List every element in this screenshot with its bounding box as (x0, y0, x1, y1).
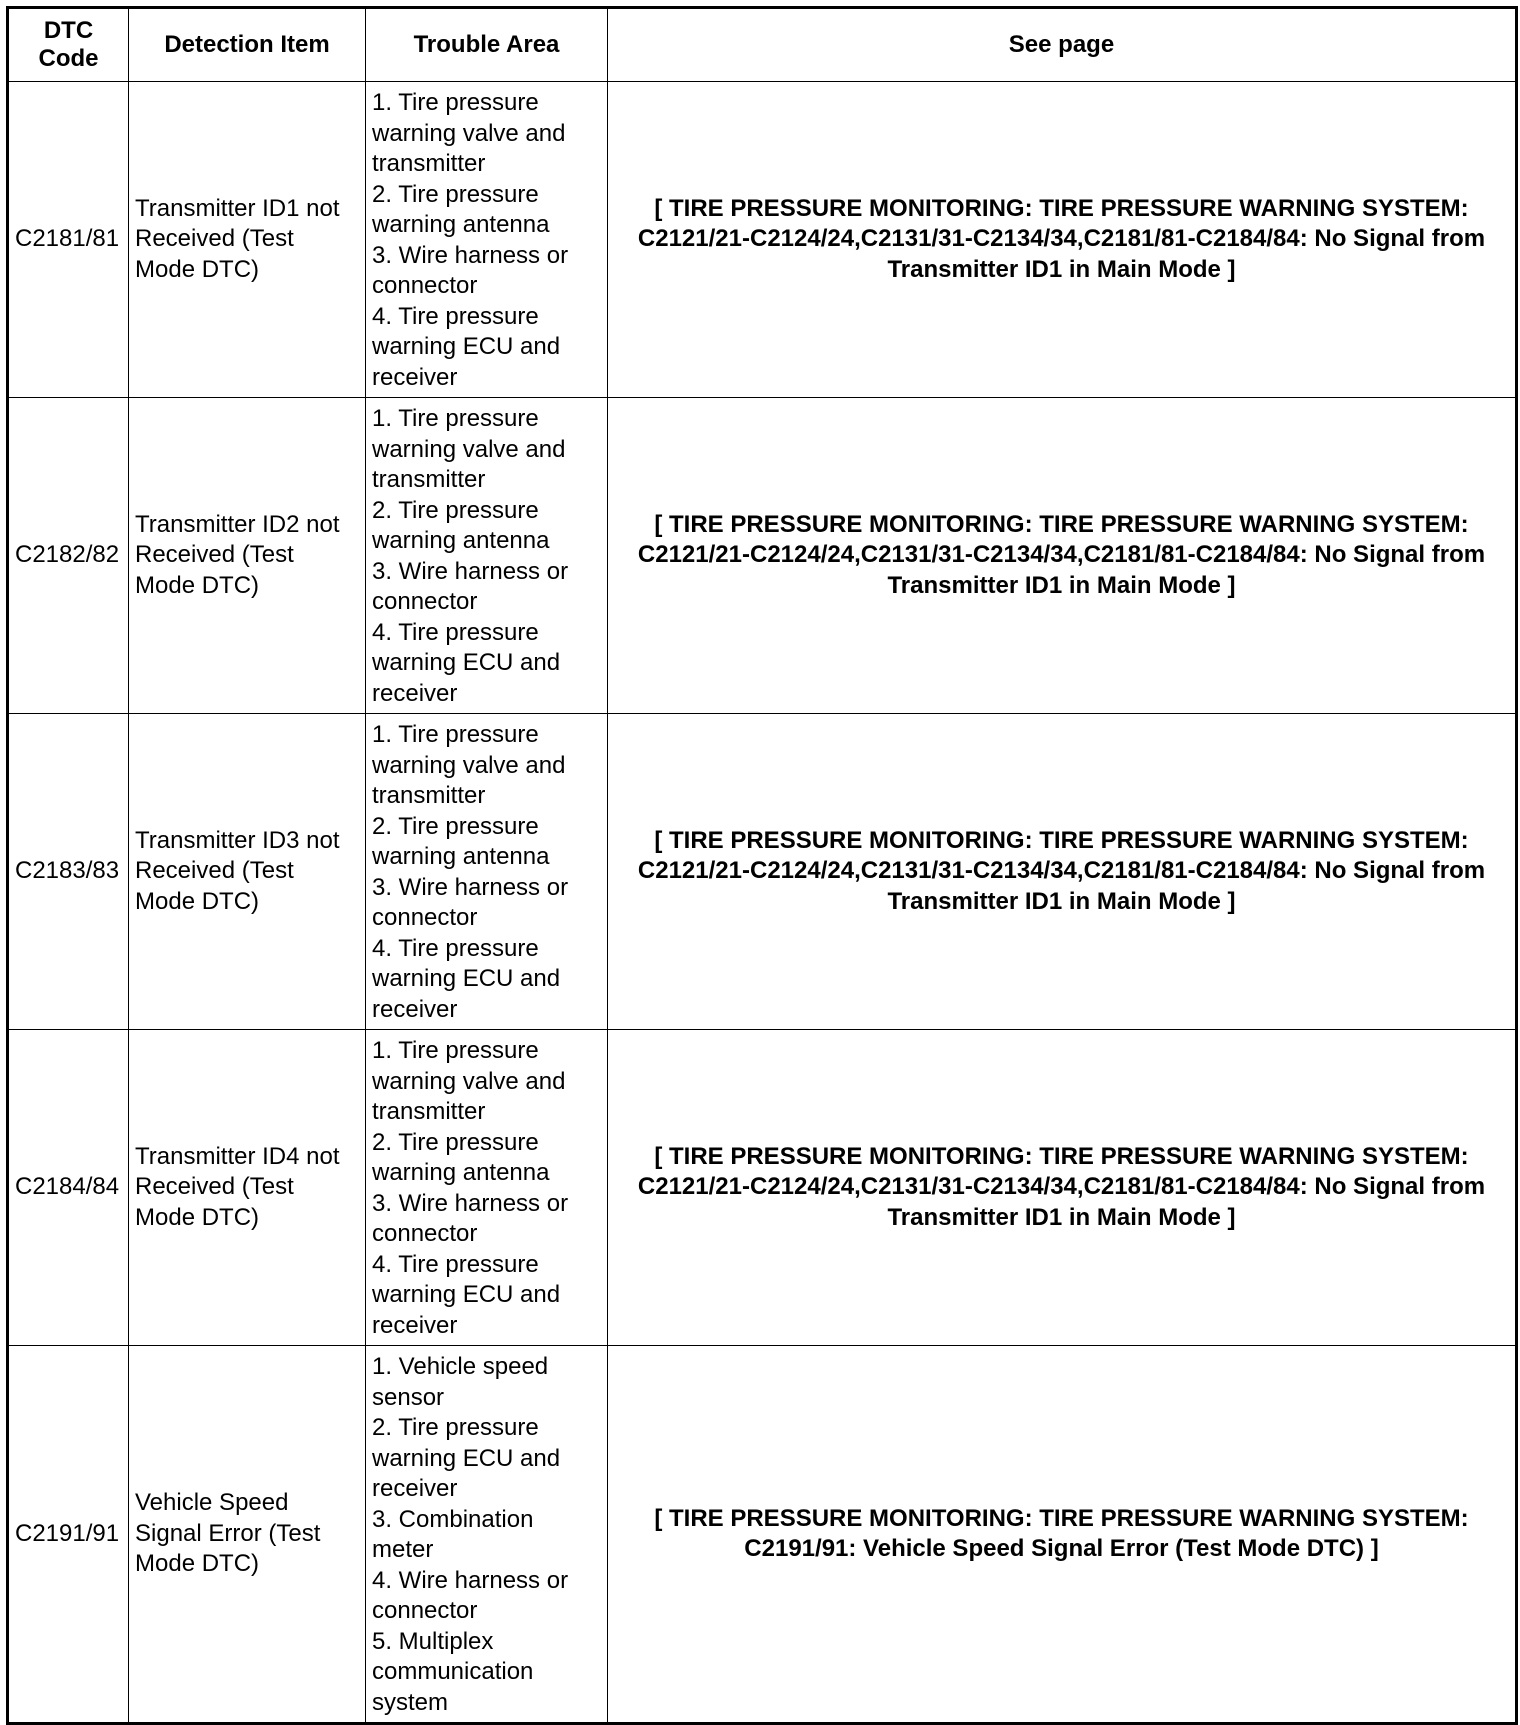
header-see-page: See page (608, 8, 1517, 82)
trouble-area-line: 4. Tire pressure warning ECU and receiver (372, 1250, 561, 1339)
table-row (8, 1030, 1517, 1346)
detection-item-cell: Transmitter ID4 not Received (Test Mode DTC) (129, 1030, 366, 1346)
header-detection-item: Detection Item (129, 8, 366, 82)
trouble-area-line: 1. Tire pressure warning valve and transmitter (372, 721, 566, 809)
trouble-area-cell (366, 1346, 608, 1724)
dtc-code-cell: C2182/82 (8, 398, 129, 714)
trouble-area-line: 1. Tire pressure warning valve and transmitter (372, 405, 566, 493)
trouble-area-line: 3. Wire harness or connector (372, 557, 569, 615)
trouble-area-cell (366, 82, 608, 398)
trouble-area-line: 1. Vehicle speed sensor (372, 1353, 549, 1411)
trouble-area-cell (366, 398, 608, 714)
trouble-area-line: 3. Wire harness or connector (372, 241, 569, 299)
trouble-area-line: 5. Multiplex communication system (372, 1627, 534, 1716)
trouble-area-line: 4. Tire pressure warning ECU and receiver (372, 618, 561, 707)
see-page-link[interactable]: [ TIRE PRESSURE MONITORING: TIRE PRESSURE WARNING SYSTEM: C2191/91: Vehicle Speed Signal Error (Test Mode DTC) ] (608, 1346, 1517, 1724)
detection-item-cell: Transmitter ID2 not Received (Test Mode DTC) (129, 398, 366, 714)
see-page-link[interactable]: [ TIRE PRESSURE MONITORING: TIRE PRESSURE WARNING SYSTEM: C2121/21-C2124/24,C2131/31-C2134/34,C2181/81-C2184/84: No Signal from Transmitter ID1 in Main Mode ] (608, 82, 1517, 398)
table-row (8, 82, 1517, 398)
dtc-code-cell: C2191/91 (8, 1346, 129, 1724)
trouble-area-line: 4. Wire harness or connector (372, 1566, 569, 1624)
trouble-area-line: 3. Wire harness or connector (372, 873, 569, 931)
trouble-area-cell (366, 714, 608, 1030)
trouble-area-line: 2. Tire pressure warning antenna (372, 1128, 550, 1186)
trouble-area-line: 4. Tire pressure warning ECU and receiver (372, 302, 561, 391)
table-header-row (8, 8, 1517, 82)
trouble-area-line: 1. Tire pressure warning valve and transmitter (372, 1037, 566, 1125)
detection-item-cell: Transmitter ID1 not Received (Test Mode DTC) (129, 82, 366, 398)
see-page-link[interactable]: [ TIRE PRESSURE MONITORING: TIRE PRESSURE WARNING SYSTEM: C2121/21-C2124/24,C2131/31-C2134/34,C2181/81-C2184/84: No Signal from Transmitter ID1 in Main Mode ] (608, 398, 1517, 714)
table-row (8, 1346, 1517, 1724)
see-page-link[interactable]: [ TIRE PRESSURE MONITORING: TIRE PRESSURE WARNING SYSTEM: C2121/21-C2124/24,C2131/31-C2134/34,C2181/81-C2184/84: No Signal from Transmitter ID1 in Main Mode ] (608, 1030, 1517, 1346)
dtc-code-cell: C2184/84 (8, 1030, 129, 1346)
dtc-code-cell: C2181/81 (8, 82, 129, 398)
table-row (8, 714, 1517, 1030)
trouble-area-line: 3. Wire harness or connector (372, 1189, 569, 1247)
dtc-code-cell: C2183/83 (8, 714, 129, 1030)
header-dtc-code: DTC Code (8, 8, 129, 82)
see-page-link[interactable]: [ TIRE PRESSURE MONITORING: TIRE PRESSURE WARNING SYSTEM: C2121/21-C2124/24,C2131/31-C2134/34,C2181/81-C2184/84: No Signal from Transmitter ID1 in Main Mode ] (608, 714, 1517, 1030)
detection-item-cell: Vehicle Speed Signal Error (Test Mode DTC) (129, 1346, 366, 1724)
trouble-area-line: 3. Combination meter (372, 1505, 534, 1563)
trouble-area-line: 2. Tire pressure warning antenna (372, 496, 550, 554)
trouble-area-cell (366, 1030, 608, 1346)
detection-item-cell: Transmitter ID3 not Received (Test Mode DTC) (129, 714, 366, 1030)
trouble-area-line: 1. Tire pressure warning valve and transmitter (372, 89, 566, 177)
dtc-table (6, 6, 1518, 1725)
table-row (8, 398, 1517, 714)
trouble-area-line: 2. Tire pressure warning ECU and receiver (372, 1414, 561, 1502)
trouble-area-line: 4. Tire pressure warning ECU and receiver (372, 934, 561, 1023)
header-trouble-area: Trouble Area (366, 8, 608, 82)
trouble-area-line: 2. Tire pressure warning antenna (372, 180, 550, 238)
trouble-area-line: 2. Tire pressure warning antenna (372, 812, 550, 870)
